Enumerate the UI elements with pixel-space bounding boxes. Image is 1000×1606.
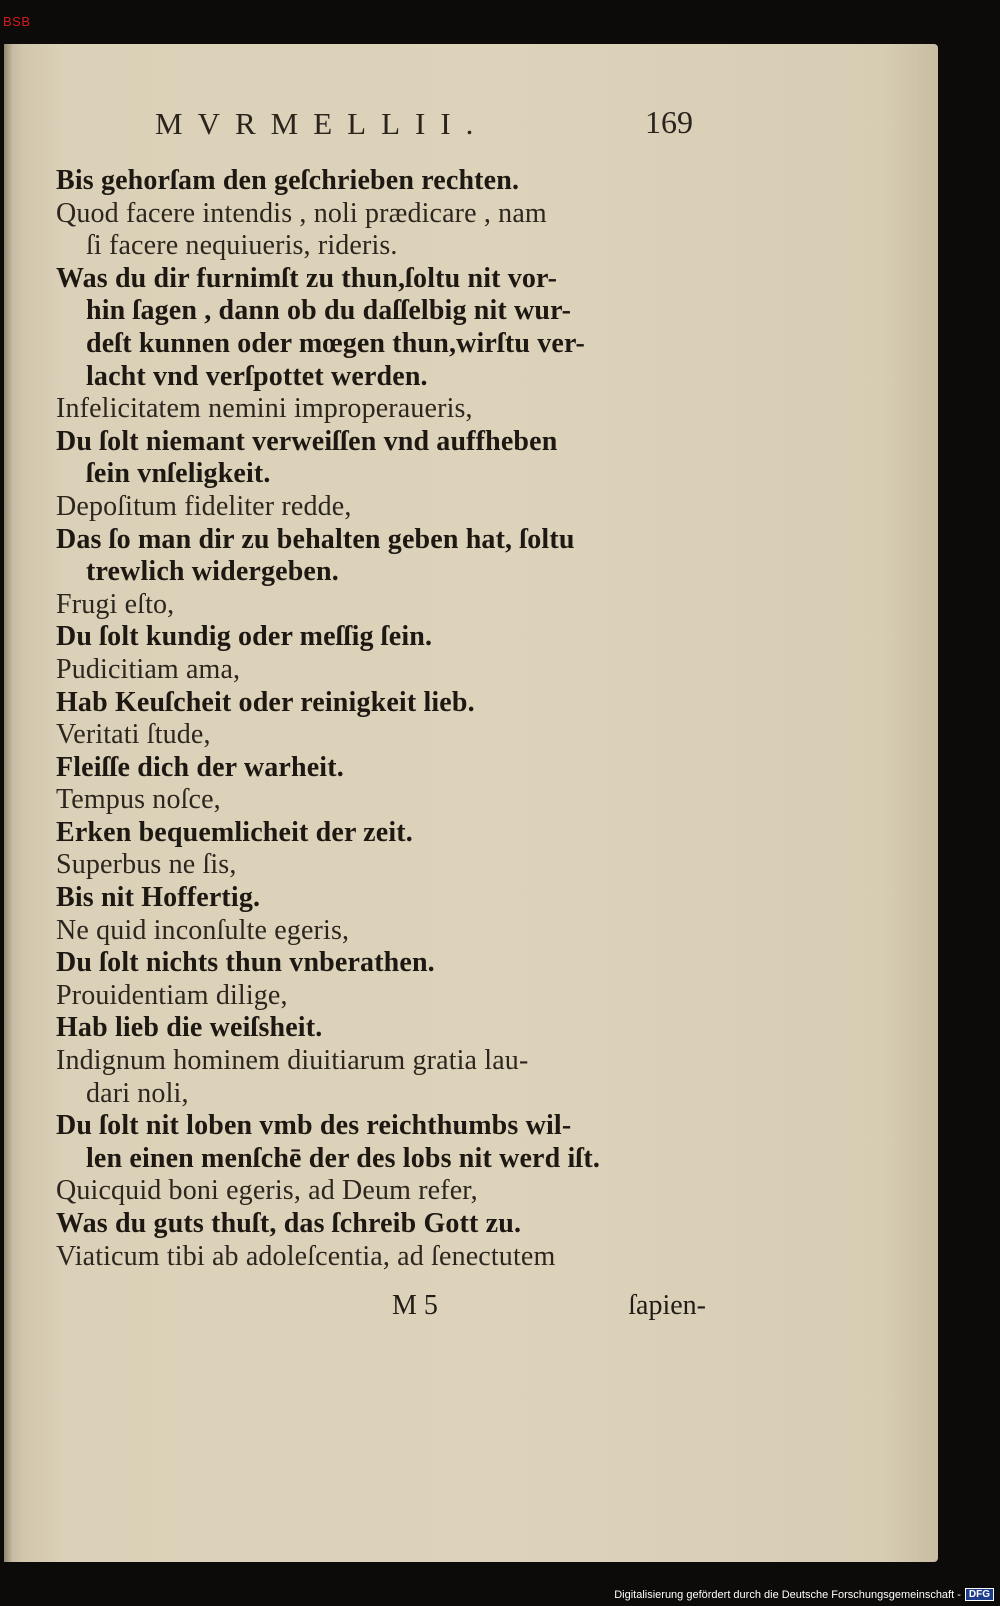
text-line: Indignum hominem diuitiarum gratia lau- [56, 1045, 529, 1077]
page-number: 169 [645, 104, 693, 140]
text-line: Bis nit Hoffertig. [56, 882, 261, 914]
text-line: Fleiſſe dich der warheit. [56, 751, 344, 783]
text-line: deſt kunnen oder mœgen thun,wirſtu ver- [86, 327, 585, 359]
text-line: Pudicitiam ama, [56, 653, 241, 685]
text-line: Depoſitum fideliter redde, [56, 490, 352, 522]
text-line: Viaticum tibi ab adoleſcentia, ad ſenectutem [56, 1240, 556, 1272]
text-line: Prouidentiam dilige, [56, 979, 288, 1011]
text-line: Du ſolt kundig oder meſſig ſein. [56, 621, 433, 653]
running-head: MVRMELLII. [155, 106, 489, 141]
signature-mark: M 5 [392, 1290, 438, 1321]
funding-text: Digitalisierung gefördert durch die Deutsche Forschungsgemeinschaft - [614, 1588, 961, 1601]
dfg-logo: DFG [965, 1588, 994, 1601]
text-line: Ne quid inconſulte egeris, [56, 914, 350, 946]
text-line: Quod facere intendis , noli prædicare , nam [56, 197, 547, 229]
text-line: Was du guts thuſt, das ſchreib Gott zu. [56, 1208, 522, 1239]
page-gutter-shadow [4, 44, 12, 1562]
text-line: trewlich widergeben. [86, 556, 339, 588]
text-line: Frugi eſto, [56, 588, 175, 620]
page-footer [56, 1290, 706, 1324]
text-line: Tempus noſce, [56, 784, 221, 816]
text-line: Du ſolt nichts thun vnberathen. [56, 947, 435, 979]
text-line: Veritati ſtude, [56, 719, 211, 751]
library-mark: BSB [3, 14, 31, 29]
text-line: hin ſagen , dann ob du daſſelbig nit wur- [86, 295, 572, 327]
text-line: Bis gehorſam den geſchrieben rechten. [56, 165, 520, 196]
text-line: Das ſo man dir zu behalten geben hat, ſoltu [56, 523, 575, 555]
text-line: Hab Keuſcheit oder reinigkeit lieb. [56, 686, 475, 718]
catchword: ſapien- [628, 1290, 706, 1321]
text-line: ſein vnſeligkeit. [86, 458, 271, 490]
text-line: dari noli, [86, 1077, 189, 1109]
text-line: Du ſolt nit loben vmb des reichthumbs wil- [56, 1110, 572, 1142]
text-line: len einen menſchē der des lobs nit werd iſt. [86, 1142, 600, 1174]
text-line: Was du dir furnimſt zu thun,ſoltu nit vor- [56, 262, 558, 294]
text-line: Du ſolt niemant verweiſſen vnd auffheben [56, 425, 558, 457]
text-line: Infelicitatem nemini improperaueris, [56, 393, 473, 425]
text-line: Quicquid boni egeris, ad Deum refer, [56, 1175, 478, 1207]
text-line: Hab lieb die weiſsheit. [56, 1012, 323, 1044]
text-line: ſi facere nequiueris, rideris. [86, 230, 398, 262]
funding-note [614, 1588, 994, 1601]
text-line: lacht vnd verſpottet werden. [86, 360, 428, 392]
text-line: Erken bequemlicheit der zeit. [56, 816, 413, 848]
text-block [56, 165, 706, 1273]
text-line: Superbus ne ſis, [56, 849, 237, 881]
